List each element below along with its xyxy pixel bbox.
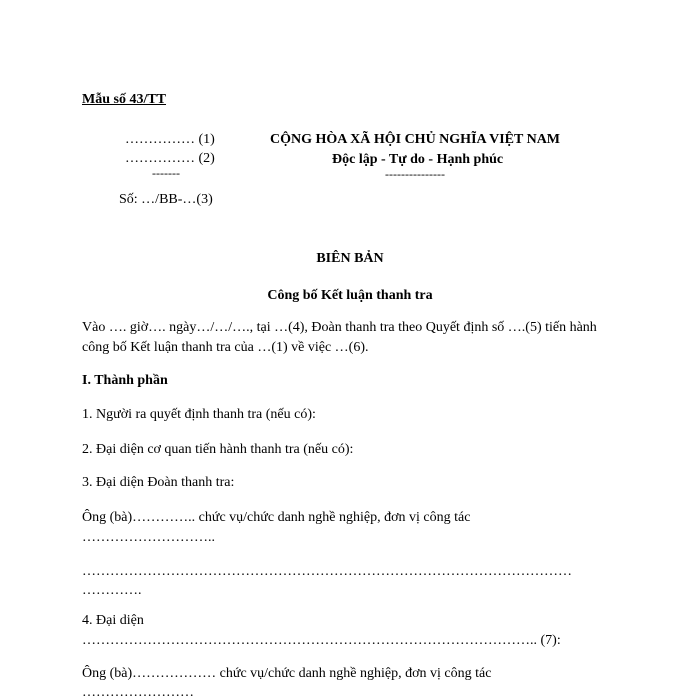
- dotted-line-long: ……………………………………………………………………………………………: [82, 565, 572, 579]
- intro-line-1: Vào …. giờ…. ngày…/…/…., tại …(4), Đoàn thanh tra theo Quyết định số ….(5) tiến hành: [82, 320, 597, 335]
- dotted-line-short: ………….: [82, 583, 142, 598]
- item-4: 4. Đại diện: [82, 613, 144, 628]
- document-title: BIÊN BẢN: [316, 251, 384, 266]
- national-motto: Độc lập - Tự do - Hạnh phúc: [332, 152, 504, 167]
- item-1: 1. Người ra quyết định thanh tra (nếu có):: [82, 407, 316, 422]
- left-header-divider: -------: [152, 166, 180, 180]
- person-2-line-1: Ông (bà)……………… chức vụ/chức danh nghề nghiệp, đơn vị công tác: [82, 666, 492, 681]
- agency-line-2: …………… (2): [125, 151, 215, 166]
- item-2: 2. Đại diện cơ quan tiến hành thanh tra (nếu có):: [82, 442, 354, 457]
- item-4-dots: …………………………………………………………………………………….. (7):: [82, 633, 561, 648]
- country-name: CỘNG HÒA XÃ HỘI CHỦ NGHĨA VIỆT NAM: [270, 132, 561, 147]
- section-heading: I. Thành phần: [82, 373, 168, 388]
- right-header-divider: ---------------: [385, 167, 445, 181]
- person-1-line-1: Ông (bà)………….. chức vụ/chức danh nghề nghiệp, đơn vị công tác: [82, 510, 471, 525]
- form-code: Mẫu số 43/TT: [82, 92, 167, 107]
- item-3: 3. Đại diện Đoàn thanh tra:: [82, 475, 235, 490]
- agency-line-1: …………… (1): [125, 132, 215, 147]
- person-2-line-2: ……………………: [82, 685, 194, 700]
- document-subtitle: Công bố Kết luận thanh tra: [267, 288, 433, 303]
- person-1-line-2: ………………………..: [82, 530, 215, 545]
- intro-line-2: công bố Kết luận thanh tra của …(1) về việc …(6).: [82, 340, 369, 355]
- document-number: Số: …/BB-…(3): [119, 192, 213, 207]
